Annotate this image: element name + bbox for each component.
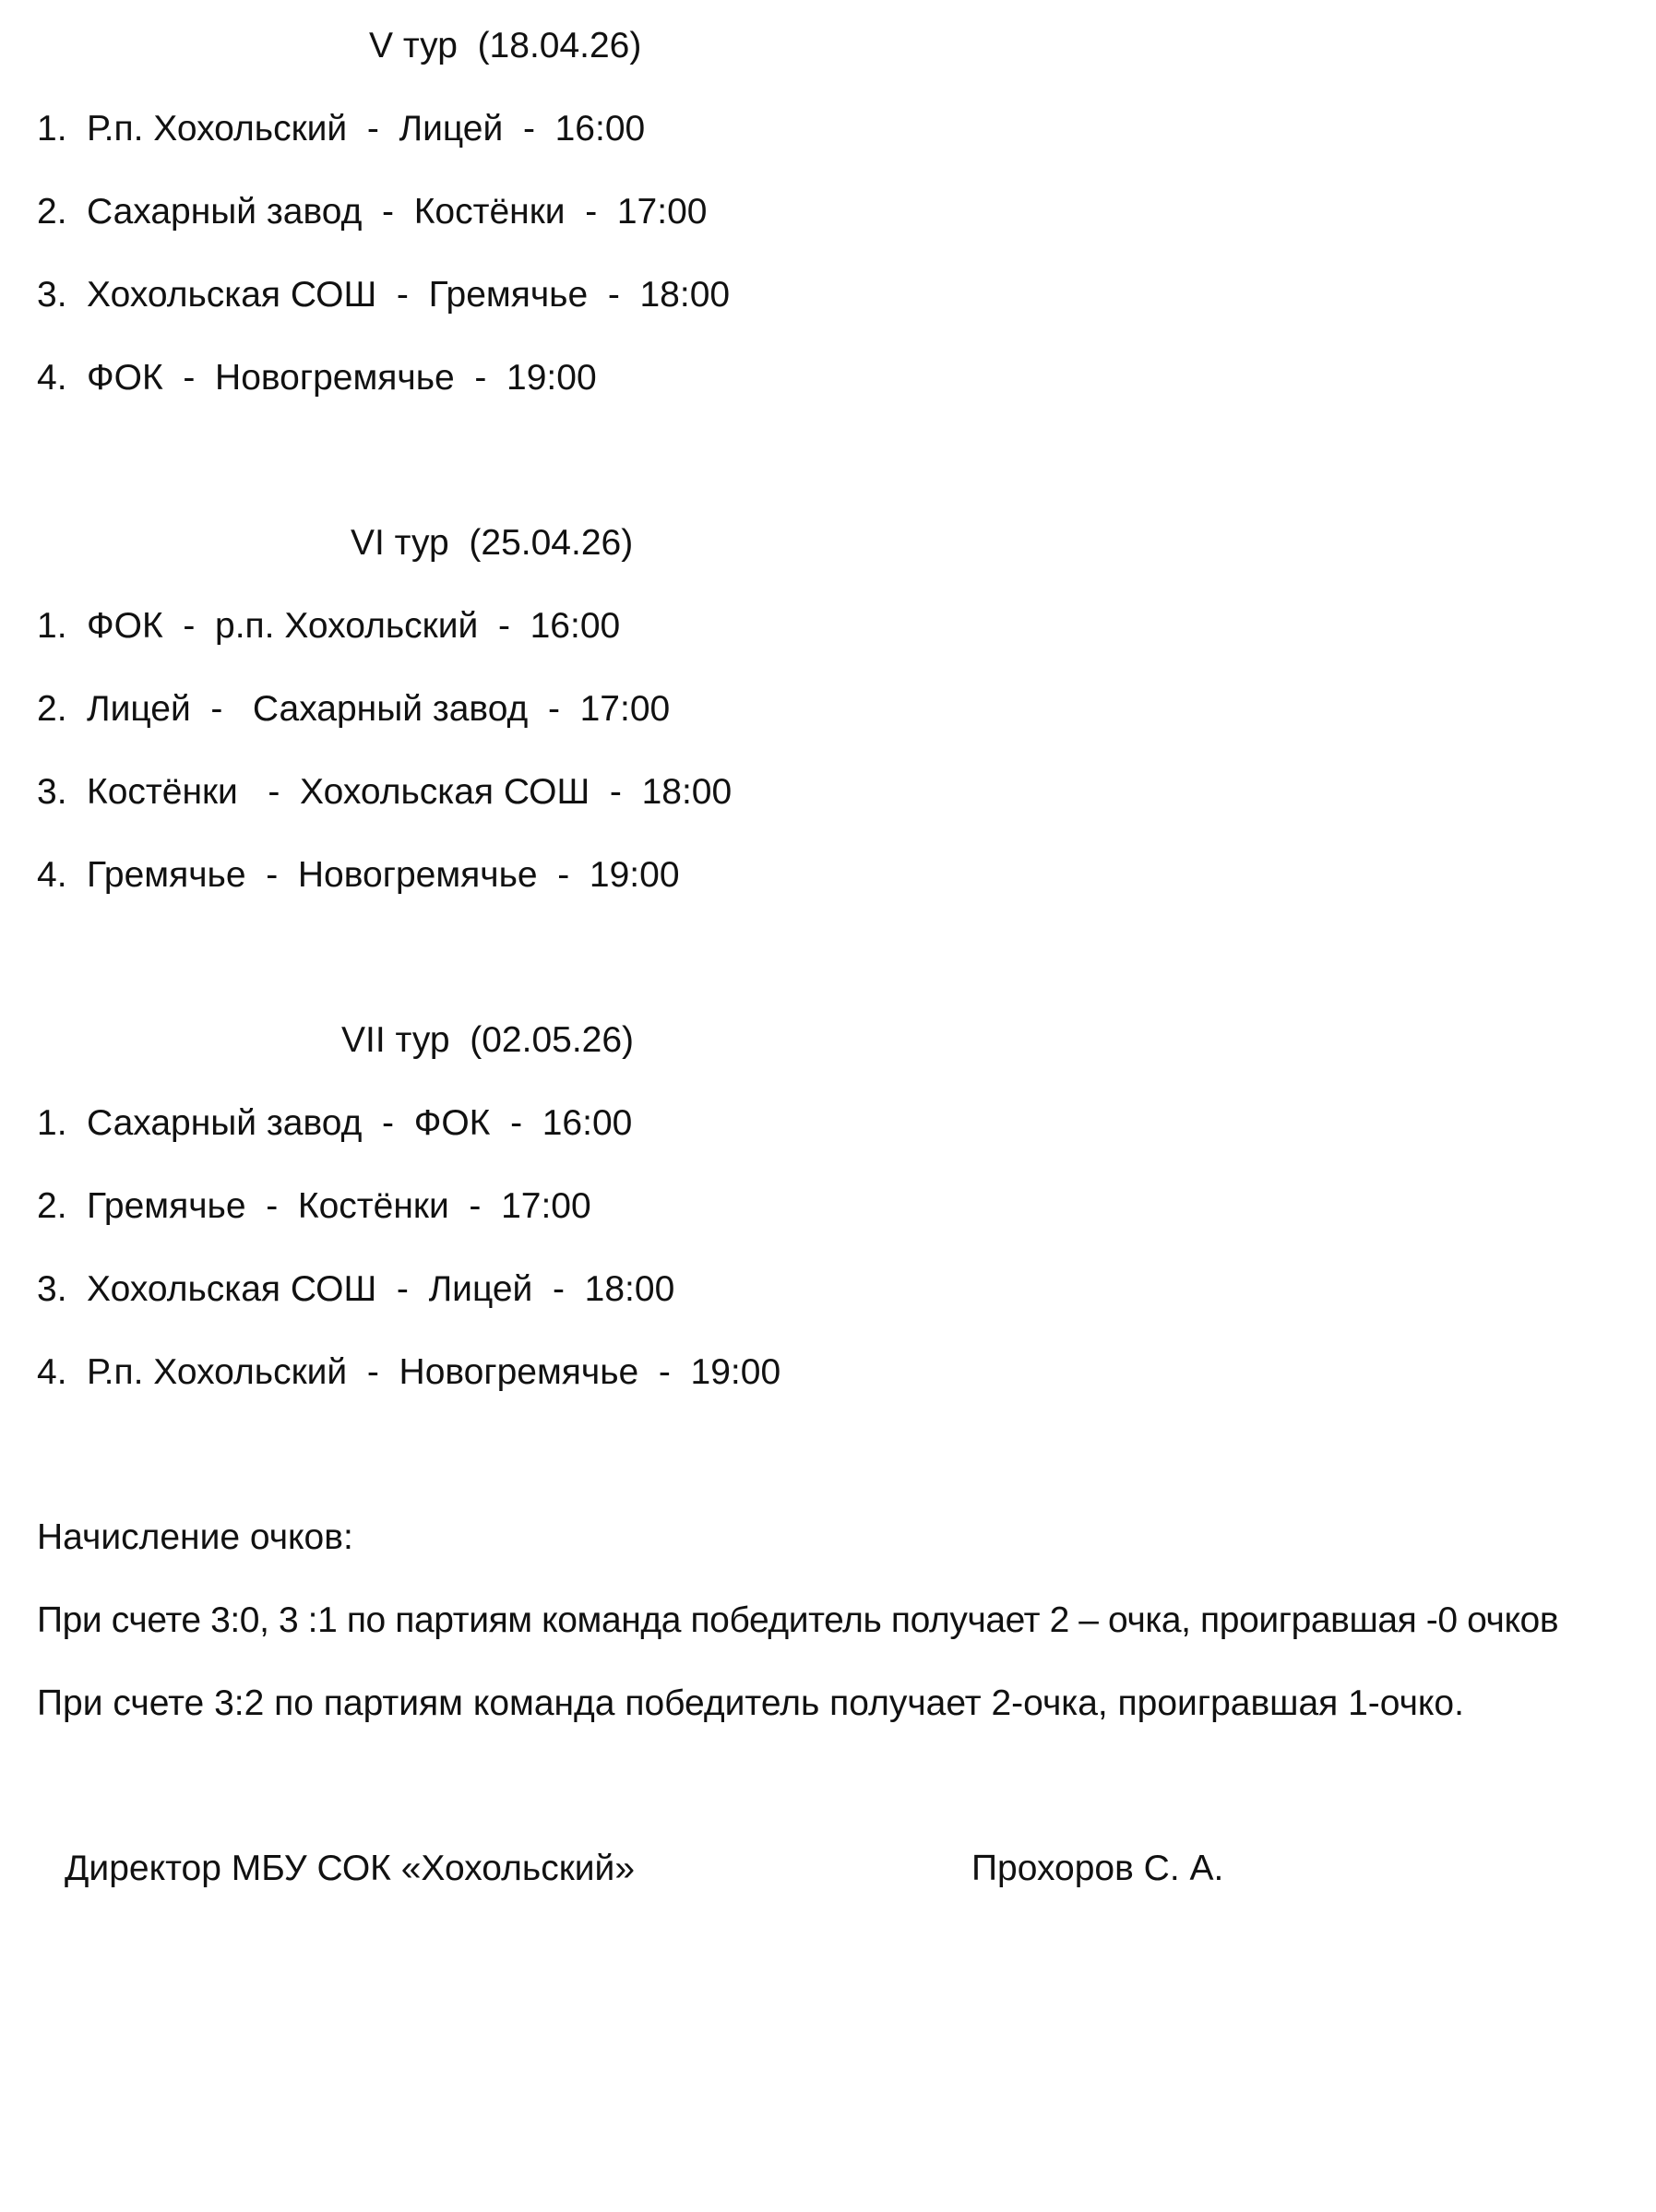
match-number: 4. bbox=[37, 1352, 67, 1392]
match-number: 4. bbox=[37, 358, 67, 398]
round-title: VII тур (02.05.26) bbox=[341, 1020, 635, 1060]
match-text: Р.п. Хохольский - Лицей - 16:00 bbox=[87, 109, 646, 149]
match-text: Сахарный завод - Костёнки - 17:00 bbox=[87, 192, 708, 232]
match-number: 1. bbox=[37, 1103, 67, 1143]
match-number: 3. bbox=[37, 772, 67, 812]
scoring-rule: При счете 3:2 по партиям команда победитель получает 2-очка, проигравшая 1-очко. bbox=[37, 1683, 1464, 1723]
signature-position: Директор МБУ СОК «Хохольский» bbox=[65, 1849, 636, 1888]
match-text: Костёнки - Хохольская СОШ - 18:00 bbox=[87, 772, 733, 812]
match-number: 2. bbox=[37, 689, 67, 729]
match-text: Сахарный завод - ФОК - 16:00 bbox=[87, 1103, 633, 1143]
match-number: 4. bbox=[37, 855, 67, 895]
match-text: Хохольская СОШ - Гремячье - 18:00 bbox=[87, 275, 731, 315]
match-number: 3. bbox=[37, 275, 67, 315]
match-number: 1. bbox=[37, 109, 67, 149]
match-number: 2. bbox=[37, 1186, 67, 1226]
scoring-heading: Начисление очков: bbox=[37, 1517, 353, 1557]
match-text: ФОК - Новогремячье - 19:00 bbox=[87, 358, 597, 398]
match-text: ФОК - р.п. Хохольский - 16:00 bbox=[87, 606, 621, 646]
match-text: Гремячье - Новогремячье - 19:00 bbox=[87, 855, 680, 895]
match-number: 2. bbox=[37, 192, 67, 232]
match-text: Гремячье - Костёнки - 17:00 bbox=[87, 1186, 591, 1226]
match-text: Р.п. Хохольский - Новогремячье - 19:00 bbox=[87, 1352, 781, 1392]
match-number: 1. bbox=[37, 606, 67, 646]
scoring-rule: При счете 3:0, 3 :1 по партиям команда победитель получает 2 – очка, проигравшая -0 очков bbox=[37, 1600, 1559, 1640]
match-text: Лицей - Сахарный завод - 17:00 bbox=[87, 689, 671, 729]
signature-name: Прохоров С. А. bbox=[971, 1849, 1224, 1888]
match-text: Хохольская СОШ - Лицей - 18:00 bbox=[87, 1269, 675, 1309]
match-number: 3. bbox=[37, 1269, 67, 1309]
round-title: V тур (18.04.26) bbox=[369, 26, 642, 65]
round-title: VI тур (25.04.26) bbox=[351, 523, 634, 563]
